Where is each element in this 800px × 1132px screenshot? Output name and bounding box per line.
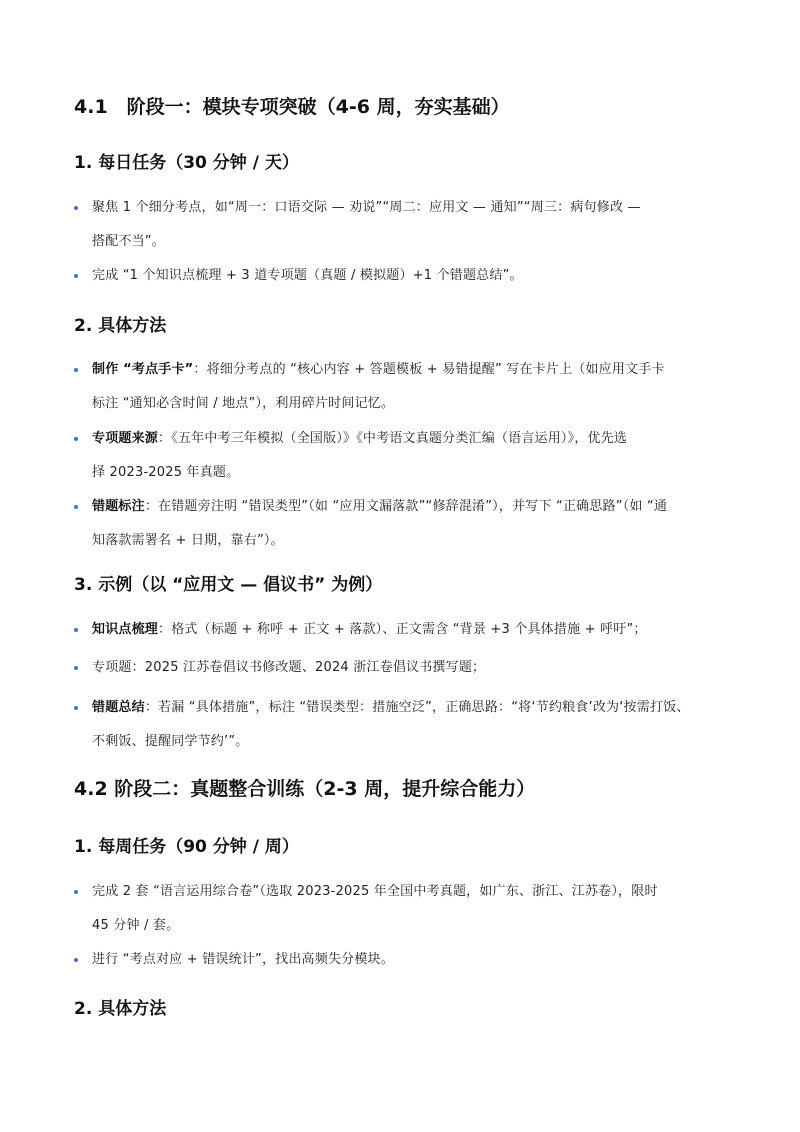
bullet-dot [74,950,82,970]
bullet-dot [74,266,82,286]
list-item-text: 45 分钟 / 套。 [92,918,180,933]
list-item-bold: 知识点梳理 [92,622,159,637]
bullet-dot [74,497,82,517]
list-item-text: ：若漏 “具体措施”，标注 “错误类型：措施空泛”，正确思路：“将‘节约粮食’改为‘按需打饭、 [144,700,690,715]
bullet-dot [74,360,82,380]
list-item-text: 专项题：2025 江苏卷倡议书修改题、2024 浙江卷倡议书撰写题； [92,660,486,675]
list-item-bold: 制作 “考点手卡” [92,362,194,377]
section-4-1-method-heading: 2. 具体方法 [74,316,167,336]
list-item-text: 知落款需署名 + 日期，靠右”）。 [92,533,284,548]
list-item [92,191,747,259]
list-item [92,943,747,977]
list-item-bold: 专项题来源 [92,431,159,446]
list-item-text: 进行 “考点对应 + 错误统计”，找出高频失分模块。 [92,952,394,967]
list-item [92,651,747,685]
bullet-dot [74,698,82,718]
list-item-text: 搭配不当”。 [92,234,165,249]
bullet-dot [74,429,82,449]
list-item [92,875,747,943]
list-item-text: 聚焦 1 个细分考点，如“周一：口语交际 — 劝说”“周二：应用文 — 通知”“周三：病句修改 — [92,200,641,215]
list-item-text: ：在错题旁注明 “错误类型”（如 “应用文漏落款”“修辞混淆”），并写下 “正确思路”（如 “通 [144,499,668,514]
bullet-dot [74,198,82,218]
section-4-1-example-heading: 3. 示例（以 “应用文 — 倡议书” 为例） [74,575,383,595]
list-item-text: ：《五年中考三年模拟（全国版）》《中考语文真题分类汇编（语言运用）》，优先选 [158,431,628,446]
section-4-2-title: 4.2 阶段二：真题整合训练（2-3 周，提升综合能力） [74,778,536,800]
list-item-text: 择 2023-2025 年真题。 [92,465,240,480]
bullet-dot [74,882,82,902]
section-4-1-title: 4.1 阶段一：模块专项突破（4-6 周，夯实基础） [74,96,510,118]
bullet-dot [74,620,82,640]
list-item-text: ：将细分考点的 “核心内容 + 答题模板 + 易错提醒” 写在卡片上（如应用文手卡 [193,362,665,377]
list-item-bold: 错题总结 [92,700,145,715]
list-item-text: 完成 2 套 “语言运用综合卷”（选取 2023-2025 年全国中考真题，如广东、浙江、江苏卷），限时 [92,884,658,899]
list-item-text: 标注 “通知必含时间 / 地点”），利用碎片时间记忆。 [92,396,395,411]
list-item-text: 不剩饭、提醒同学节约’”。 [92,734,249,749]
section-4-2-method-heading: 2. 具体方法 [74,999,167,1019]
section-4-2-weekly-task-heading: 1. 每周任务（90 分钟 / 周） [74,837,299,857]
list-item [92,353,747,421]
list-item [92,490,747,558]
list-item-text: 完成 “1 个知识点梳理 + 3 道专项题（真题 / 模拟题）+1 个错题总结”。 [92,268,523,283]
list-item [92,613,747,647]
list-item [92,259,747,293]
list-item [92,422,747,490]
list-item [92,691,747,759]
bullet-dot [74,658,82,678]
section-4-1-daily-task-heading: 1. 每日任务（30 分钟 / 天） [74,153,299,173]
list-item-text: ：格式（标题 + 称呼 + 正文 + 落款）、正文需含 “背景 +3 个具体措施 + 呼吁”； [158,622,647,637]
list-item-bold: 错题标注 [92,499,145,514]
